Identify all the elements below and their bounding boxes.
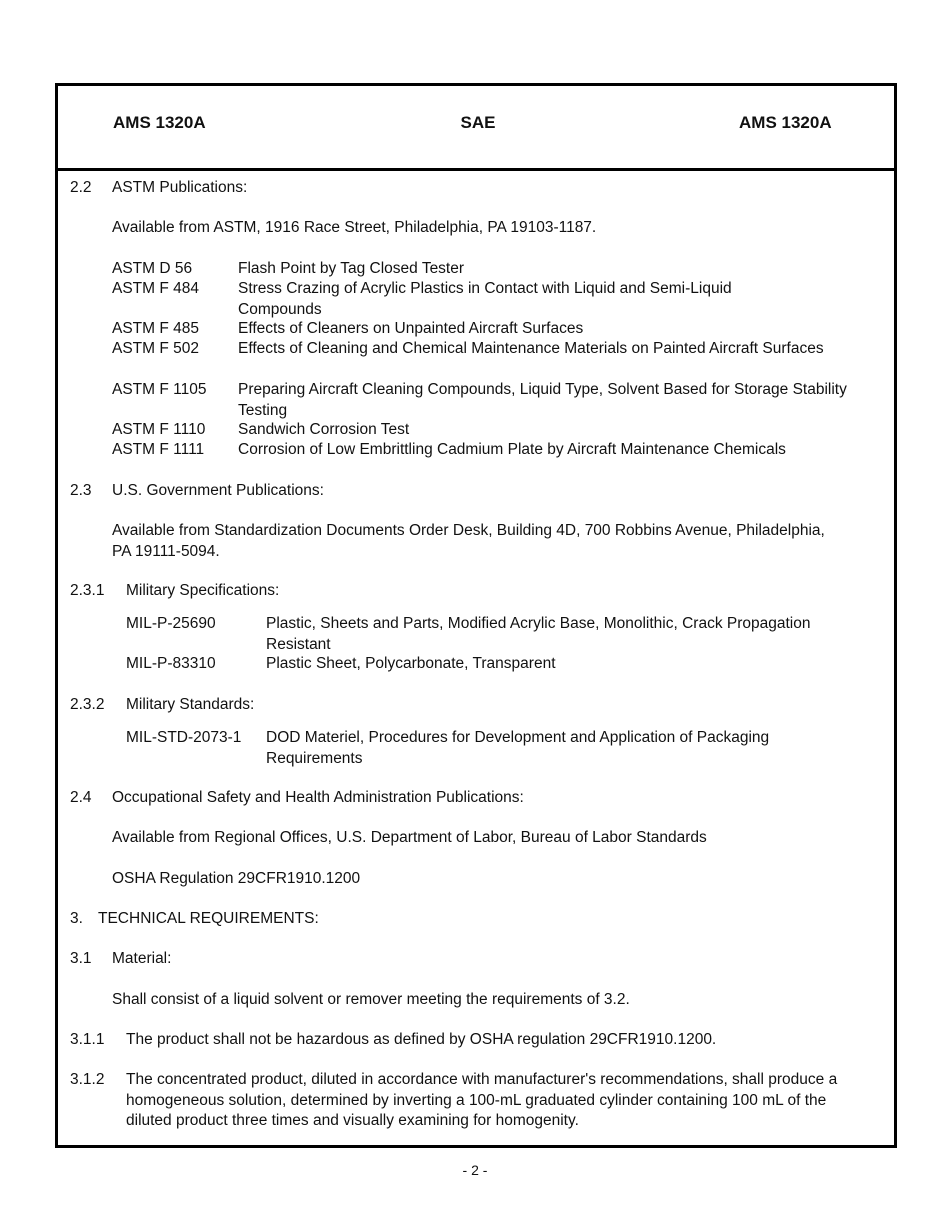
ref-desc: Effects of Cleaning and Chemical Maintenance Materials on Painted Aircraft Surfaces	[238, 340, 824, 357]
ref-desc: Plastic, Sheets and Parts, Modified Acrylic Base, Monolithic, Crack Propagation Resistant	[266, 615, 811, 653]
section-number: 2.3.2	[70, 696, 105, 713]
section-title: U.S. Government Publications:	[112, 482, 324, 499]
section-title: Military Specifications:	[126, 582, 280, 599]
ref-code: ASTM F 1110	[112, 421, 206, 438]
ref-desc: Corrosion of Low Embrittling Cadmium Plate by Aircraft Maintenance Chemicals	[238, 441, 786, 458]
section-number: 2.3.1	[70, 582, 105, 599]
section-title: Military Standards:	[126, 696, 255, 713]
section-number: 2.3	[70, 482, 92, 499]
paragraph-text: The product shall not be hazardous as defined by OSHA regulation 29CFR1910.1200.	[126, 1031, 717, 1048]
availability-text: Available from Standardization Documents Order Desk, Building 4D, 700 Robbins Avenue, Philadelphia, PA 19111-5094.	[112, 522, 825, 560]
ref-desc: Sandwich Corrosion Test	[238, 421, 410, 438]
header-doc-id-left: AMS 1320A	[113, 113, 206, 132]
document-header	[58, 86, 894, 171]
ref-desc: Stress Crazing of Acrylic Plastics in Contact with Liquid and Semi-Liquid Compounds	[238, 280, 732, 318]
ref-desc: DOD Materiel, Procedures for Development and Application of Packaging Requirements	[266, 729, 770, 767]
ref-code: ASTM F 1111	[112, 441, 205, 458]
section-number: 3.	[70, 910, 83, 927]
section-number: 2.2	[70, 179, 92, 196]
ref-desc: Flash Point by Tag Closed Tester	[238, 260, 465, 277]
section-title: Material:	[112, 950, 172, 967]
availability-text: Available from ASTM, 1916 Race Street, Philadelphia, PA 19103-1187.	[112, 219, 597, 236]
section-title: ASTM Publications:	[112, 179, 248, 196]
ref-code: ASTM F 485	[112, 320, 199, 337]
page-number: - 2 -	[462, 1162, 488, 1178]
section-title: TECHNICAL REQUIREMENTS:	[98, 910, 319, 927]
regulation-ref: OSHA Regulation 29CFR1910.1200	[112, 870, 361, 887]
section-title: Occupational Safety and Health Administration Publications:	[112, 789, 524, 806]
ref-code: MIL-P-25690	[126, 615, 216, 632]
ref-code: ASTM F 502	[112, 340, 199, 357]
section-number: 3.1	[70, 950, 92, 967]
ref-code: ASTM D 56	[112, 260, 193, 277]
availability-text: Available from Regional Offices, U.S. Department of Labor, Bureau of Labor Standards	[112, 829, 707, 846]
header-org: SAE	[460, 113, 496, 132]
section-number: 3.1.2	[70, 1071, 105, 1088]
paragraph-text: The concentrated product, diluted in accordance with manufacturer's recommendations, shall produce a homogeneous solution, determined by inverting a 100-mL graduated cylinder containing 100 mL of the diluted product three times and visually examining for homogenity.	[126, 1071, 838, 1129]
ref-desc: Effects of Cleaners on Unpainted Aircraft Surfaces	[238, 320, 584, 337]
ref-code: MIL-STD-2073-1	[126, 729, 242, 746]
header-doc-id-right: AMS 1320A	[739, 113, 832, 132]
ref-code: MIL-P-83310	[126, 655, 216, 672]
section-number: 3.1.1	[70, 1031, 105, 1048]
ref-code: ASTM F 484	[112, 280, 199, 297]
section-number: 2.4	[70, 789, 92, 806]
ref-desc: Plastic Sheet, Polycarbonate, Transparent	[266, 655, 556, 672]
ref-code: ASTM F 1105	[112, 381, 207, 398]
paragraph-text: Shall consist of a liquid solvent or remover meeting the requirements of 3.2.	[112, 991, 630, 1008]
ref-desc: Preparing Aircraft Cleaning Compounds, Liquid Type, Solvent Based for Storage Stability Testing	[238, 381, 847, 419]
